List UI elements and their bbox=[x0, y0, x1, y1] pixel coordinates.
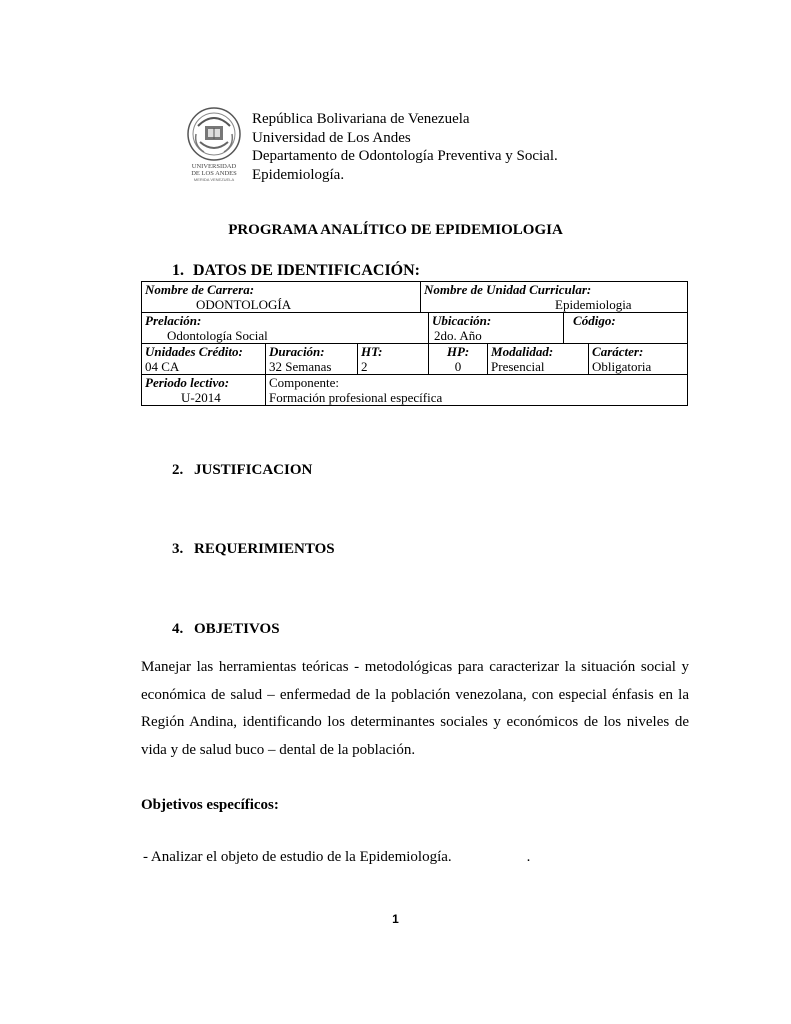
page-number: 1 bbox=[392, 912, 399, 926]
creditos-cell bbox=[142, 344, 266, 375]
section-title: REQUERIMIENTOS bbox=[194, 541, 335, 557]
cell-value: Epidemiologia bbox=[555, 297, 632, 312]
section-heading bbox=[172, 541, 335, 558]
section-title: DATOS DE IDENTIFICACIÓN: bbox=[193, 262, 420, 279]
document-title: PROGRAMA ANALÍTICO DE EPIDEMIOLOGIA bbox=[228, 222, 563, 238]
section-title: JUSTIFICACION bbox=[194, 462, 313, 478]
unidad-cell bbox=[421, 282, 688, 313]
table-row bbox=[142, 375, 688, 406]
section-number: 4. bbox=[172, 621, 184, 637]
cell-label: Componente: bbox=[269, 375, 340, 390]
institution-block bbox=[252, 110, 558, 184]
duracion-cell bbox=[266, 344, 358, 375]
cell-label: Ubicación: bbox=[432, 313, 492, 328]
modalidad-cell bbox=[488, 344, 589, 375]
section-number: 2. bbox=[172, 462, 184, 478]
university-seal-icon bbox=[186, 104, 242, 184]
cell-label: Prelación: bbox=[145, 313, 202, 328]
prelacion-cell bbox=[142, 313, 429, 344]
cell-value: 2do. Año bbox=[434, 328, 482, 343]
componente-cell bbox=[266, 375, 688, 406]
cell-label: HP: bbox=[446, 344, 470, 359]
cell-label: Nombre de Carrera: bbox=[145, 282, 255, 297]
caracter-cell bbox=[589, 344, 688, 375]
institution-line: Departamento de Odontología Preventiva y Social. bbox=[252, 148, 558, 165]
institution-line: Universidad de Los Andes bbox=[252, 129, 411, 146]
cell-label: HT: bbox=[361, 344, 383, 359]
cell-value: Presencial bbox=[491, 359, 545, 374]
section-number: 1. bbox=[172, 262, 184, 279]
logo-text-line1: UNIVERSIDAD bbox=[191, 163, 237, 170]
cell-label: Duración: bbox=[269, 344, 325, 359]
codigo-cell bbox=[564, 313, 688, 344]
identification-table bbox=[141, 281, 688, 406]
cell-value: 2 bbox=[361, 359, 368, 374]
section-heading bbox=[172, 262, 420, 280]
logo-text-line2: DE LOS ANDES bbox=[191, 170, 237, 177]
table-row bbox=[142, 344, 688, 375]
section-heading bbox=[172, 621, 280, 638]
cell-label: Código: bbox=[573, 313, 616, 328]
table-row bbox=[142, 282, 688, 313]
section-number: 3. bbox=[172, 541, 184, 557]
cell-value: Obligatoria bbox=[592, 359, 652, 374]
section-heading bbox=[172, 462, 312, 479]
general-objective: Manejar las herramientas teóricas - metodológicas para caracterizar la situación social y económica de salud – enfermedad de la población venezolana, con especial énfasis en la Región Andina, identificando los determinantes sociales y económicos de los niveles de vida y de salud buco – dental de la población. bbox=[141, 659, 689, 758]
ht-cell bbox=[358, 344, 429, 375]
cell-label: Periodo lectivo: bbox=[145, 375, 230, 390]
hp-cell bbox=[429, 344, 488, 375]
cell-value: 0 bbox=[454, 359, 462, 374]
cell-label: Modalidad: bbox=[491, 344, 554, 359]
ubicacion-cell bbox=[429, 313, 564, 344]
cell-label: Carácter: bbox=[592, 344, 644, 359]
carrera-cell bbox=[142, 282, 421, 313]
cell-value: 04 CA bbox=[145, 359, 180, 374]
logo-text-line3: MERIDA VENEZUELA bbox=[193, 177, 235, 182]
periodo-cell bbox=[142, 375, 266, 406]
cell-value: Formación profesional específica bbox=[269, 390, 443, 405]
cell-value: 32 Semanas bbox=[269, 359, 332, 374]
cell-value: U-2014 bbox=[181, 390, 221, 405]
cell-value: Odontología Social bbox=[167, 328, 268, 343]
institution-line: Epidemiología. bbox=[252, 166, 345, 183]
institution-line: República Bolivariana de Venezuela bbox=[252, 111, 470, 127]
list-item: - Analizar el objeto de estudio de la Epidemiología. . bbox=[143, 849, 531, 865]
section-title: OBJETIVOS bbox=[194, 621, 280, 637]
cell-label: Unidades Crédito: bbox=[145, 344, 243, 359]
cell-value bbox=[567, 328, 684, 343]
cell-value: ODONTOLOGÍA bbox=[196, 297, 292, 312]
specific-objectives-heading: Objetivos específicos: bbox=[141, 797, 279, 813]
table-row bbox=[142, 313, 688, 344]
cell-label: Nombre de Unidad Curricular: bbox=[424, 282, 592, 297]
